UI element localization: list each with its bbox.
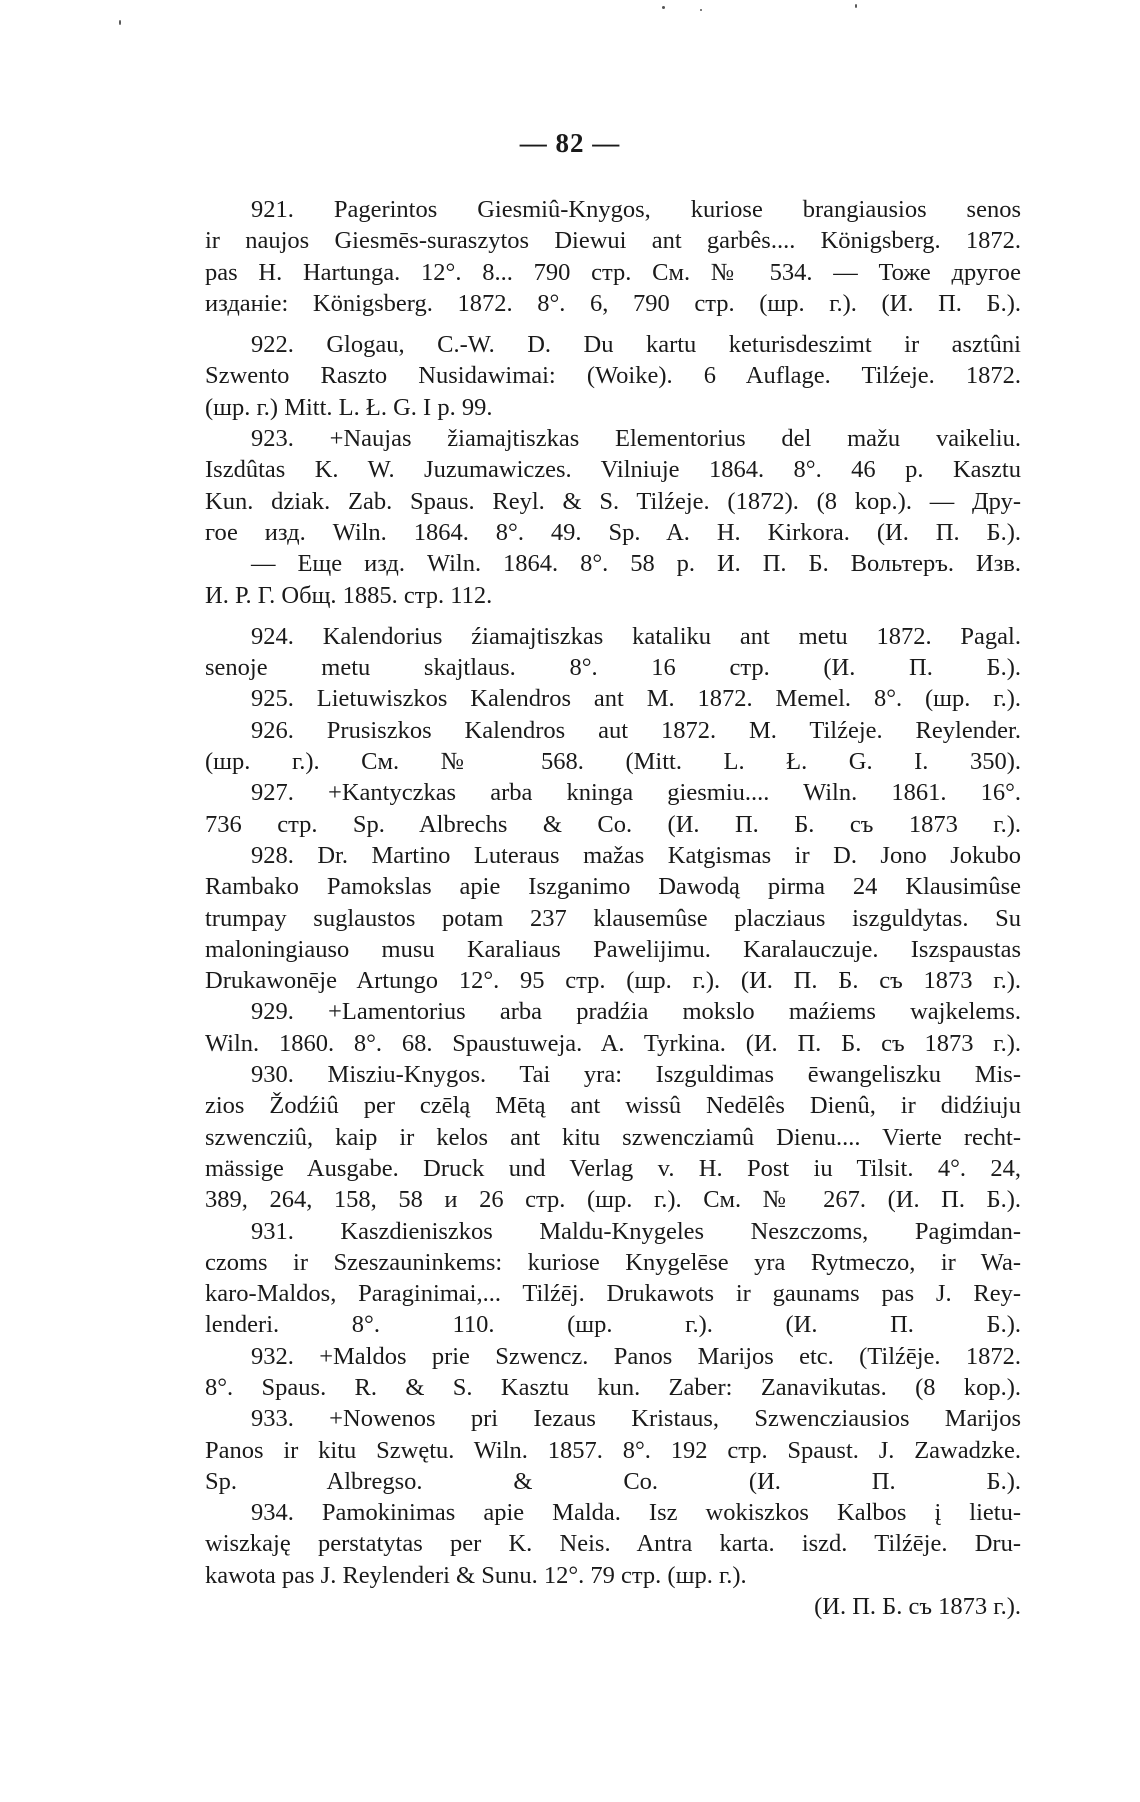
catalog-text-block bbox=[205, 194, 1021, 1622]
text-line: 923. +Naujas žiamajtiszkas Elementorius del mažu vaikeliu. bbox=[251, 425, 1021, 453]
text-line: (шр. г.). См. № 568. (Mitt. L. Ł. G. I. 350). bbox=[205, 748, 1021, 776]
line-spacer bbox=[205, 611, 1021, 621]
text-line: karo-Maldos, Paraginimai,... Tilźēj. Drukawots ir gaunams pas J. Rey- bbox=[205, 1280, 1021, 1308]
text-line: lenderi. 8°. 110. (шр. г.). (И. П. Б.). bbox=[205, 1311, 1021, 1339]
text-line: Drukawonēje Artungo 12°. 95 стр. (шр. г.). (И. П. Б. съ 1873 г.). bbox=[205, 967, 1021, 995]
text-line: kawota pas J. Reylenderi & Sunu. 12°. 79 стр. (шр. г.). bbox=[205, 1561, 747, 1589]
text-line: 922. Glogau, C.-W. D. Du kartu keturisdeszimt ir asztûni bbox=[251, 331, 1021, 359]
text-line: Rambako Pamokslas apie Iszganimo Dawodą pirma 24 Klausimûse bbox=[205, 873, 1021, 901]
text-line: 925. Lietuwiszkos Kalendros ant M. 1872. Memel. 8°. (шр. г.). bbox=[251, 685, 1021, 713]
text-line: 932. +Maldos prie Szwencz. Panos Marijos etc. (Tilźēje. 1872. bbox=[251, 1342, 1021, 1370]
text-line: Kun. dziak. Zab. Spaus. Reyl. & S. Tilźeje. (1872). (8 kop.). — Дру- bbox=[205, 487, 1021, 515]
text-line: (И. П. Б. съ 1873 г.). bbox=[814, 1593, 1021, 1621]
text-line: mässige Ausgabe. Druck und Verlag v. H. Post iu Tilsit. 4°. 24, bbox=[205, 1154, 1021, 1182]
text-line: — Еще изд. Wiln. 1864. 8°. 58 p. И. П. Б. Вольтеръ. Изв. bbox=[251, 550, 1021, 578]
text-line: pas H. Hartunga. 12°. 8... 790 стр. См. № 534. — Тоже другое bbox=[205, 258, 1021, 286]
scan-speck bbox=[662, 6, 665, 9]
text-line: Sp. Albregso. & Co. (И. П. Б.). bbox=[205, 1467, 1021, 1495]
text-line: гое изд. Wiln. 1864. 8°. 49. Sp. A. H. Kirkora. (И. П. Б.). bbox=[205, 518, 1021, 546]
text-line: 927. +Kantyczkas arba kninga giesmiu.... Wiln. 1861. 16°. bbox=[251, 779, 1021, 807]
text-line: czoms ir Szeszauninkems: kuriose Knygelēse yra Rytmeczo, ir Wa- bbox=[205, 1248, 1021, 1276]
text-line: 921. Pagerintos Giesmiû-Knygos, kuriose brangiausios senos bbox=[251, 196, 1021, 223]
text-line: Panos ir kitu Szwętu. Wiln. 1857. 8°. 192 стр. Spaust. J. Zawadzke. bbox=[205, 1436, 1021, 1464]
text-line: senoje metu skajtlaus. 8°. 16 стр. (И. П. Б.). bbox=[205, 654, 1021, 682]
text-line: Wiln. 1860. 8°. 68. Spaustuweja. A. Tyrkina. (И. П. Б. съ 1873 г.). bbox=[205, 1029, 1021, 1057]
text-line: 930. Misziu-Knygos. Tai yra: Iszguldimas ēwangeliszku Mis- bbox=[251, 1061, 1021, 1089]
text-line: maloningiauso musu Karaliaus Pawelijimu. Karalauczuje. Iszspaustas bbox=[205, 935, 1021, 963]
text-line: (шр. г.) Mitt. L. Ł. G. I p. 99. bbox=[205, 393, 493, 421]
text-line: 929. +Lamentorius arba pradźia mokslo maźiems wajkelems. bbox=[251, 998, 1021, 1026]
text-line: 926. Prusiszkos Kalendros aut 1872. M. Tilźeje. Reylender. bbox=[251, 716, 1021, 744]
scan-speck bbox=[700, 9, 702, 11]
text-line: 924. Kalendorius źiamajtiszkas kataliku ant metu 1872. Pagal. bbox=[251, 622, 1021, 650]
text-line: 389, 264, 158, 58 и 26 стр. (шр. г.). См. № 267. (И. П. Б.). bbox=[205, 1186, 1021, 1214]
text-line: И. Р. Г. Общ. 1885. стр. 112. bbox=[205, 581, 493, 609]
text-line: 736 стр. Sp. Albrechs & Co. (И. П. Б. съ 1873 г.). bbox=[205, 810, 1021, 838]
text-line: Szwento Raszto Nusidawimai: (Woike). 6 Auflage. Tilźeje. 1872. bbox=[205, 362, 1021, 390]
text-line: 928. Dr. Martino Luteraus mažas Katgismas ir D. Jono Jokubo bbox=[251, 841, 1021, 869]
line-spacer bbox=[205, 319, 1021, 329]
text-line: изданіе: Königsberg. 1872. 8°. 6, 790 стр. (шр. г.). (И. П. Б.). bbox=[205, 289, 1021, 317]
text-line: 931. Kaszdieniszkos Maldu-Knygeles Neszczoms, Pagimdan- bbox=[251, 1217, 1021, 1245]
text-line: wiszkaję perstatytas per K. Neis. Antra karta. iszd. Tilźēje. Dru- bbox=[205, 1530, 1021, 1558]
text-line: ir naujos Giesmēs-suraszytos Diewui ant garbês.... Königsberg. 1872. bbox=[205, 227, 1021, 255]
text-line: 934. Pamokinimas apie Malda. Isz wokiszkos Kalbos į lietu- bbox=[251, 1499, 1021, 1527]
text-line: trumpay suglaustos potam 237 klausemûse placziaus iszguldytas. Su bbox=[205, 904, 1021, 932]
scan-speck bbox=[119, 20, 121, 25]
text-line: 933. +Nowenos pri Iezaus Kristaus, Szwencziausios Marijos bbox=[251, 1405, 1021, 1433]
text-line: szwencziû, kaip ir kelos ant kitu szwencziamû Dienu.... Vierte recht- bbox=[205, 1123, 1021, 1151]
scan-speck bbox=[855, 4, 857, 8]
text-line: 8°. Spaus. R. & S. Kasztu kun. Zaber: Zanavikutas. (8 kop.). bbox=[205, 1373, 1021, 1401]
text-line: Iszdûtas K. W. Juzumawiczes. Vilniuje 1864. 8°. 46 p. Kasztu bbox=[205, 456, 1021, 484]
text-line: zios Žodźiû per czēlą Mētą ant wissû Nedēlês Dienû, ir didźiuju bbox=[205, 1092, 1021, 1120]
page-number: — 82 — bbox=[519, 128, 621, 158]
